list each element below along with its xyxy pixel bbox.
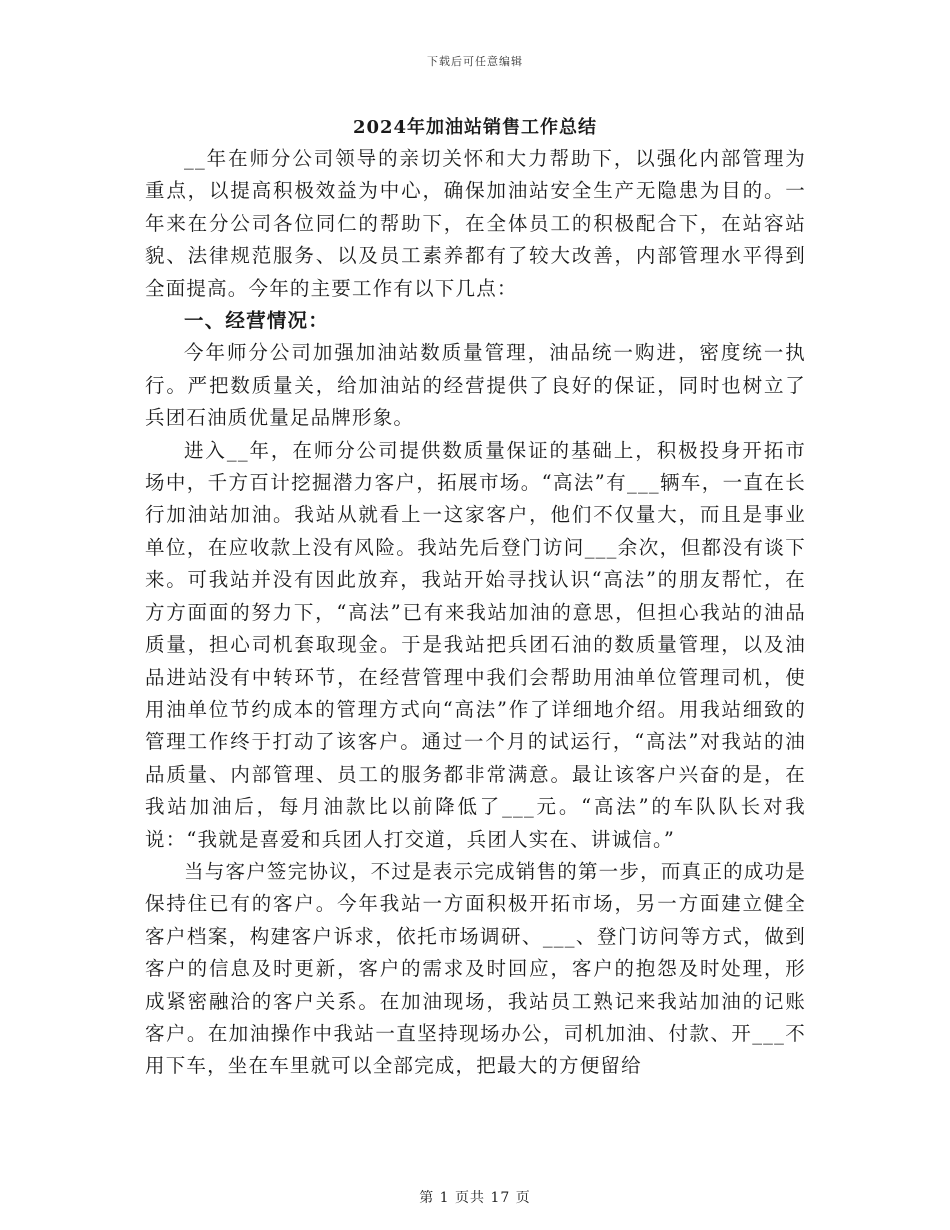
document-title: 2024年加油站销售工作总结 [352, 117, 598, 138]
paragraph-quality-management: 今年师分公司加强加油站数质量管理，油品统一购进，密度统一执行。严把数质量关，给加油站的经营提供了良好的保证，同时也树立了兵团石油质优量足品牌形象。 [145, 341, 806, 430]
page-number-footer: 第 1 页共 17 页 [419, 1190, 531, 1206]
document-body [145, 143, 806, 1083]
section-heading-operations: 一、经营情况： [184, 309, 329, 333]
paragraph-customer-retention: 当与客户签完协议，不过是表示完成销售的第一步，而真正的成功是保持住已有的客户。今年我站一方面积极开拓市场，另一方面建立健全客户档案，构建客户诉求，依托市场调研、___、登门访问等方式，做到客户的信息及时更新，客户的需求及时回应，客户的抱怨及时处理，形成紧密融洽的客户关系。在加油现场，我站员工熟记来我站加油的记账客户。在加油操作中我站一直坚持现场办公，司机加油、付款、开___不用下车，坐在车里就可以全部完成，把最大的方便留给 [145, 859, 806, 1078]
paragraph-market-expansion: 进入__年，在师分公司提供数质量保证的基础上，积极投身开拓市场中，千方百计挖掘潜力客户，拓展市场。“高法”有___辆车，一直在长行加油站加油。我站从就看上一这家客户，他们不仅量大，而且是事业单位，在应收款上没有风险。我站先后登门访问___余次，但都没有谈下来。可我站并没有因此放弃，我站开始寻找认识“高法”的朋友帮忙，在方方面面的努力下，“高法”已有来我站加油的意思，但担心我站的油品质量，担心司机套取现金。于是我站把兵团石油的数质量管理，以及油品进站没有中转环节，在经营管理中我们会帮助用油单位管理司机，使用油单位节约成本的管理方式向“高法”作了详细地介绍。用我站细致的管理工作终于打动了该客户。通过一个月的试运行，“高法”对我站的油品质量、内部管理、员工的服务都非常满意。最让该客户兴奋的是，在我站加油后，每月油款比以前降低了___元。“高法”的车队队长对我说：“我就是喜爱和兵团人打交道，兵团人实在、讲诚信。” [145, 438, 806, 851]
paragraph-intro: __年在师分公司领导的亲切关怀和大力帮助下，以强化内部管理为重点，以提高积极效益为中心，确保加油站安全生产无隐患为目的。一年来在分公司各位同仁的帮助下，在全体员工的积极配合下，在站容站貌、法律规范服务、以及员工素养都有了较大改善，内部管理水平得到全面提高。今年的主要工作有以下几点： [145, 147, 806, 300]
header-note: 下载后可任意编辑 [427, 55, 523, 68]
